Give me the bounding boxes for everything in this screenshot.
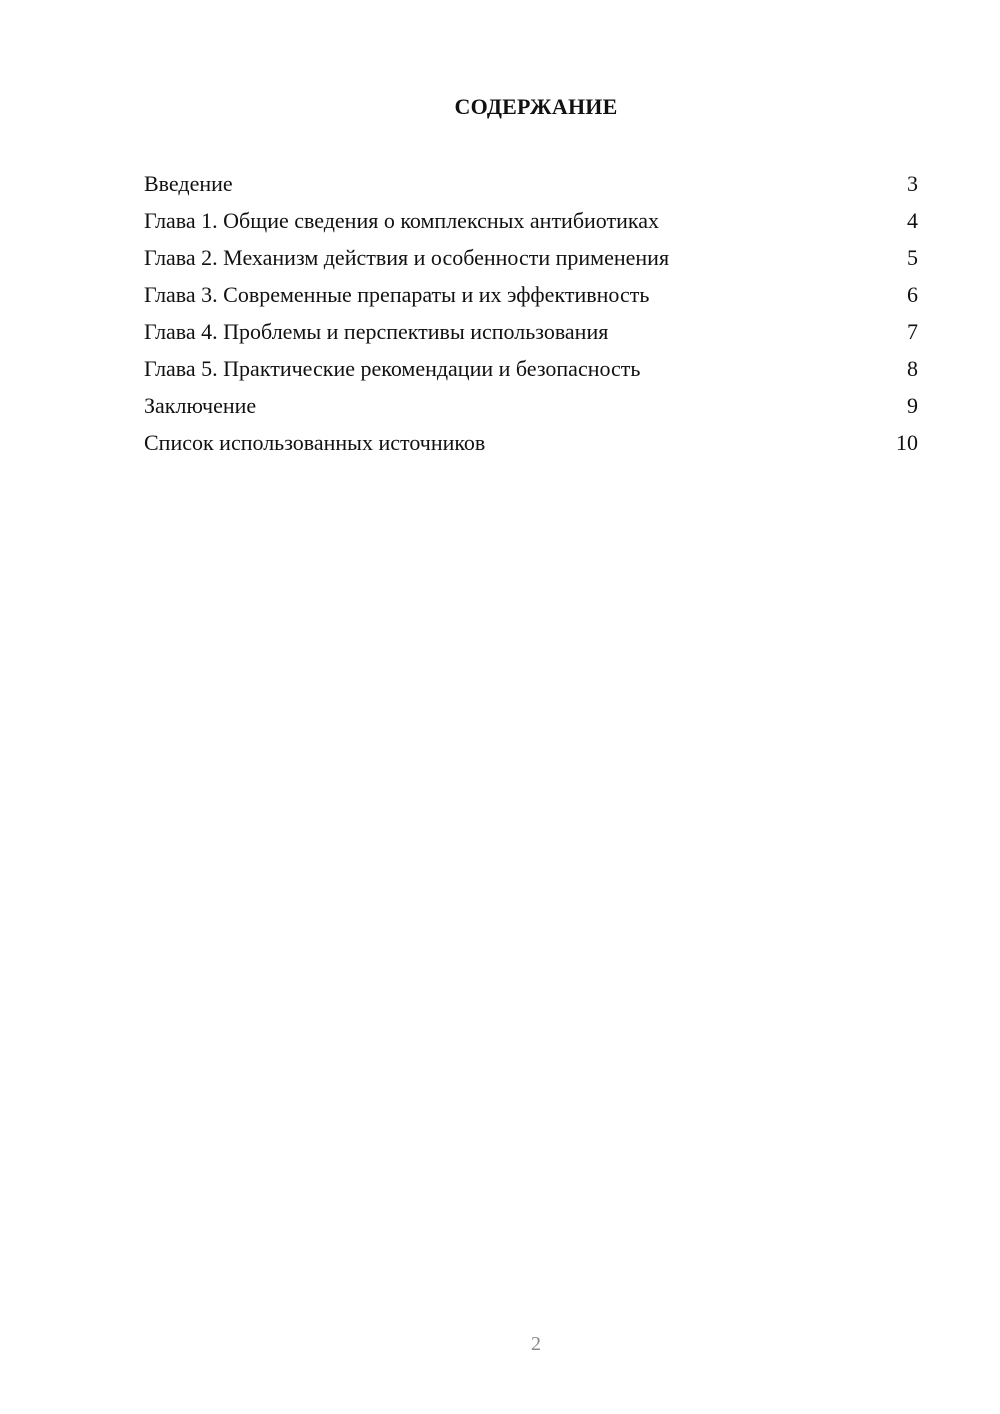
table-of-contents	[144, 170, 918, 466]
toc-entry-title: Глава 1. Общие сведения о комплексных антибиотиках	[144, 208, 660, 233]
toc-entry-introduction	[144, 170, 918, 207]
toc-entry-page: 4	[907, 208, 918, 233]
toc-entry-title: Список использованных источников	[144, 430, 486, 455]
page-title: СОДЕРЖАНИЕ	[454, 94, 618, 119]
toc-entry-page: 10	[896, 430, 918, 455]
page-number: 2	[531, 1333, 541, 1355]
toc-entry-page: 5	[907, 245, 918, 270]
toc-entry-title: Глава 5. Практические рекомендации и безопасность	[144, 356, 641, 381]
toc-entry-references	[144, 429, 918, 466]
toc-entry-page: 7	[907, 319, 918, 344]
toc-entry-title: Глава 2. Механизм действия и особенности применения	[144, 245, 670, 270]
toc-entry-title: Введение	[144, 171, 233, 196]
toc-entry-conclusion	[144, 392, 918, 429]
toc-entry-chapter-3	[144, 281, 918, 318]
toc-entry-page: 9	[907, 393, 918, 418]
toc-entry-chapter-2	[144, 244, 918, 281]
toc-entry-page: 3	[907, 171, 918, 196]
toc-entry-chapter-4	[144, 318, 918, 355]
toc-entry-page: 6	[907, 282, 918, 307]
toc-entry-page: 8	[907, 356, 918, 381]
toc-entry-title: Заключение	[144, 393, 257, 418]
toc-entry-title: Глава 3. Современные препараты и их эффективность	[144, 282, 650, 307]
toc-entry-title: Глава 4. Проблемы и перспективы использования	[144, 319, 609, 344]
toc-entry-chapter-5	[144, 355, 918, 392]
toc-entry-chapter-1	[144, 207, 918, 244]
